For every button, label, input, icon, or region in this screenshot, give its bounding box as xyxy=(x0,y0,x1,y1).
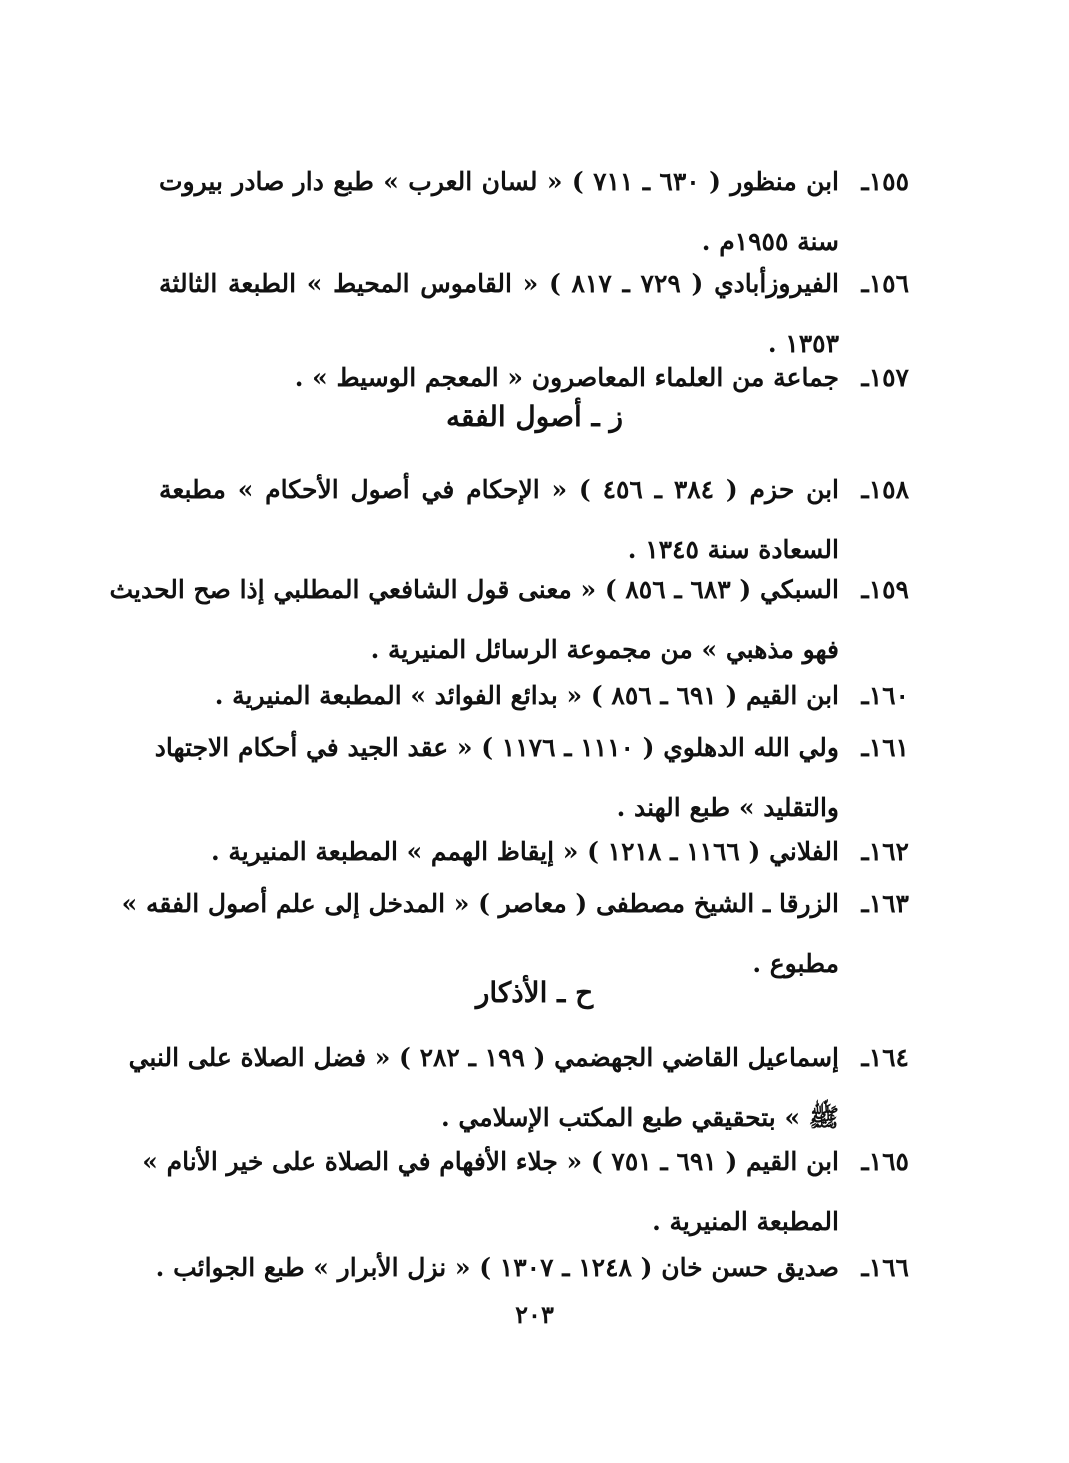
entry-number: ١٦١ـ xyxy=(861,733,909,762)
entry-number: ١٦٣ـ xyxy=(861,889,909,918)
entry-number: ١٥٦ـ xyxy=(861,269,910,298)
entry-line xyxy=(159,460,909,520)
section-heading: ح ـ الأذكار xyxy=(475,976,594,1009)
bibliography-entry xyxy=(142,1132,909,1252)
bibliography-entry xyxy=(154,718,909,838)
entry-line xyxy=(159,254,909,314)
page-number: ٢٠٣ xyxy=(515,1300,554,1329)
entry-number: ١٥٥ـ xyxy=(861,167,910,196)
bibliography-entry xyxy=(159,822,909,882)
entry-text: إسماعيل القاضي الجهضمي ( ١٩٩ ـ ٢٨٢ ) « فضل الصلاة على النبي xyxy=(128,1043,839,1072)
entry-line xyxy=(159,822,909,882)
entry-text: ولي الله الدهلوي ( ١١١٠ ـ ١١٧٦ ) « عقد الجيد في أحكام الاجتهاد xyxy=(154,733,839,762)
entry-text: صديق حسن خان ( ١٢٤٨ ـ ١٣٠٧ ) « نزل الأبرار » طبع الجوائب . xyxy=(155,1253,839,1282)
section-heading: ز ـ أصول الفقه xyxy=(446,400,623,433)
entry-text: جماعة من العلماء المعاصرون « المعجم الوسيط » . xyxy=(294,363,839,392)
bibliography-entry xyxy=(109,560,909,680)
bibliography-entry xyxy=(155,1238,909,1298)
entry-text: الفيروزأبادي ( ٧٢٩ ـ ٨١٧ ) « القاموس المحيط » الطبعة الثالثة xyxy=(159,269,840,298)
entry-continuation: فهو مذهبي » من مجموعة الرسائل المنيرية . xyxy=(370,635,839,664)
bibliography-entry xyxy=(128,1028,909,1148)
entry-continuation: سنة ١٩٥٥م . xyxy=(701,227,839,256)
entry-text: الزرقا ـ الشيخ مصطفى ( معاصر ) « المدخل إلى علم أصول الفقه » xyxy=(121,889,839,918)
entry-line xyxy=(109,560,909,620)
entry-number: ١٦٢ـ xyxy=(861,837,909,866)
entry-text: ابن منظور ( ٦٣٠ ـ ٧١١ ) « لسان العرب » طبع دار صادر بيروت xyxy=(159,167,840,196)
entry-number: ١٥٩ـ xyxy=(861,575,909,604)
entry-number: ١٥٨ـ xyxy=(861,475,910,504)
entry-text: ابن حزم ( ٣٨٤ ـ ٤٥٦ ) « الإحكام في أصول الأحكام » مطبعة xyxy=(159,475,840,504)
entry-number: ١٦٥ـ xyxy=(861,1147,909,1176)
entry-line xyxy=(121,874,909,934)
entry-continuation: ﷺ » بتحقيقي طبع المكتب الإسلامي . xyxy=(440,1103,839,1132)
entry-continuation: والتقليد » طبع الهند . xyxy=(616,793,839,822)
entry-continuation: المطبعة المنيرية . xyxy=(652,1207,839,1236)
entry-text: الفلاني ( ١١٦٦ ـ ١٢١٨ ) « إيقاظ الهمم » المطبعة المنيرية . xyxy=(210,837,839,866)
entry-line xyxy=(142,1132,909,1192)
entry-number: ١٦٠ـ xyxy=(861,681,909,710)
entry-continuation: ١٣٥٣ . xyxy=(767,329,839,358)
entry-line xyxy=(128,1028,909,1088)
entry-line xyxy=(159,348,909,408)
entry-line xyxy=(154,718,909,778)
entry-line xyxy=(155,1238,909,1298)
entry-text: ابن القيم ( ٦٩١ ـ ٧٥١ ) « جلاء الأفهام في الصلاة على خير الأنام » xyxy=(142,1147,839,1176)
entry-continuation: السعادة سنة ١٣٤٥ . xyxy=(627,535,839,564)
bibliography-entry xyxy=(159,348,909,408)
entry-text: السبكي ( ٦٨٣ ـ ٨٥٦ ) « معنى قول الشافعي المطلبي إذا صح الحديث xyxy=(109,575,839,604)
entry-number: ١٥٧ـ xyxy=(861,363,909,392)
entry-number: ١٦٤ـ xyxy=(861,1043,909,1072)
entry-text: ابن القيم ( ٦٩١ ـ ٨٥٦ ) « بدائع الفوائد » المطبعة المنيرية . xyxy=(214,681,839,710)
entry-line xyxy=(159,152,909,212)
bibliography-entry xyxy=(159,666,909,726)
entry-number: ١٦٦ـ xyxy=(861,1253,909,1282)
entry-continuation: مطبوع . xyxy=(752,949,839,978)
entry-line xyxy=(159,666,909,726)
